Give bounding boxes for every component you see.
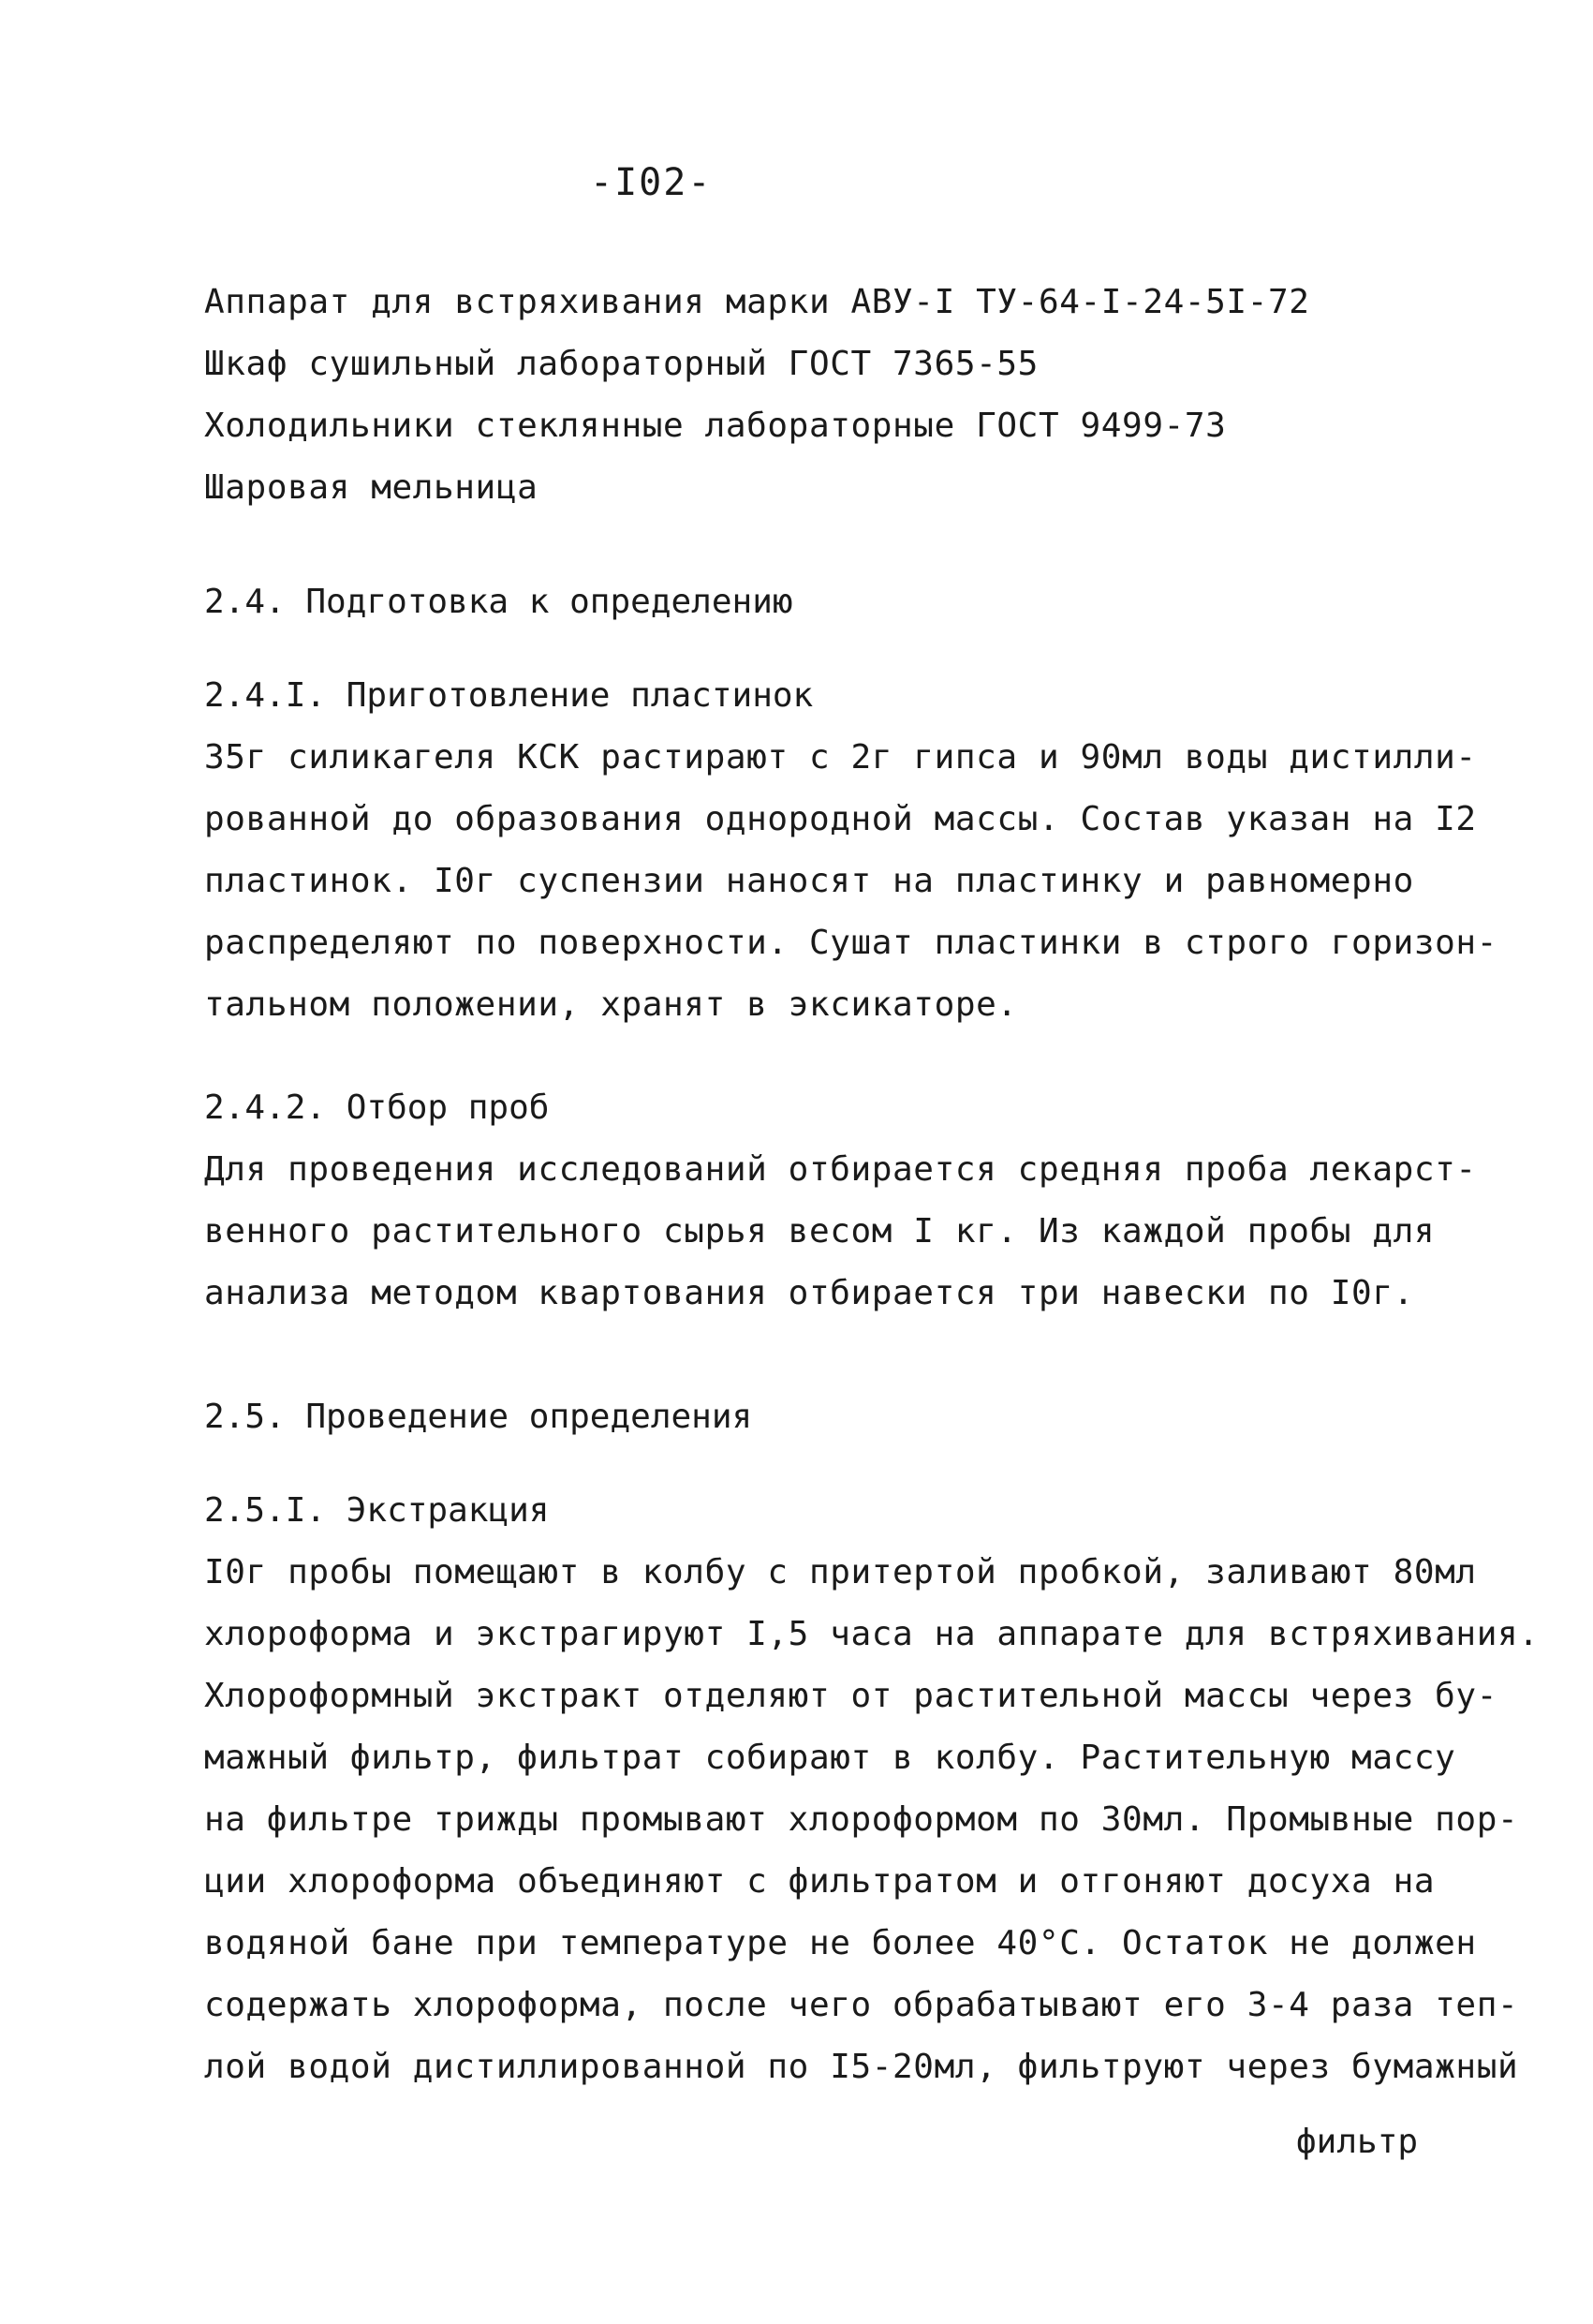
continuation-word: фильтр: [1296, 2123, 1419, 2161]
paragraph-line: рованной до образования однородной массы. Состав указан на I2: [204, 800, 1477, 838]
paragraph-line: тальном положении, хранят в эксикаторе.: [204, 985, 1018, 1024]
paragraph-line: Для проведения исследований отбирается средняя проба лекарст-: [204, 1150, 1477, 1189]
section-heading: 2.5.I. Экстракция: [204, 1491, 550, 1530]
section-heading: 2.4.I. Приготовление пластинок: [204, 676, 814, 715]
paragraph-line: анализа методом квартования отбирается три навески по I0г.: [204, 1274, 1414, 1312]
section-heading: 2.4.2. Отбор проб: [204, 1088, 550, 1127]
paragraph-line: лой водой дистиллированной по I5-20мл, фильтруют через бумажный: [204, 2048, 1519, 2086]
paragraph-line: 35г силикагеля КСК растирают с 2г гипса и 90мл воды дистилли-: [204, 738, 1477, 777]
equipment-item: Холодильники стеклянные лабораторные ГОСТ 9499-73: [204, 407, 1227, 445]
section-2-5: [204, 1386, 1459, 1448]
equipment-item: Шкаф сушильный лабораторный ГОСТ 7365-55: [204, 345, 1039, 383]
section-2-5-1: [204, 1480, 1540, 2098]
section-2-4: [204, 571, 1459, 633]
equipment-list: [204, 272, 1459, 519]
page-number: -I02-: [590, 161, 713, 204]
paragraph-line: мажный фильтр, фильтрат собирают в колбу. Растительную массу: [204, 1739, 1456, 1777]
paragraph-line: Хлороформный экстракт отделяют от растительной массы через бу-: [204, 1677, 1497, 1715]
paragraph-line: распределяют по поверхности. Сушат пластинки в строго горизон-: [204, 924, 1497, 962]
paragraph-line: на фильтре трижды промывают хлороформом по 30мл. Промывные пор-: [204, 1800, 1519, 1839]
paragraph-line: водяной бане при температуре не более 40°С. Остаток не должен: [204, 1924, 1477, 1962]
paragraph-line: пластинок. I0г суспензии наносят на пластинку и равномерно: [204, 862, 1414, 900]
section-heading: 2.4. Подготовка к определению: [204, 583, 793, 621]
paragraph-line: хлороформа и экстрагируют I,5 часа на аппарате для встряхивания.: [204, 1615, 1540, 1653]
section-2-4-1: [204, 665, 1497, 1036]
section-heading: 2.5. Проведение определения: [204, 1398, 753, 1436]
equipment-item: Шаровая мельница: [204, 468, 538, 507]
paragraph-line: содержать хлороформа, после чего обрабатывают его 3-4 раза теп-: [204, 1986, 1519, 2024]
paragraph-line: I0г пробы помещают в колбу с притертой пробкой, заливают 80мл: [204, 1553, 1477, 1591]
section-2-4-2: [204, 1077, 1477, 1325]
paragraph-line: венного растительного сырья весом I кг. Из каждой пробы для: [204, 1212, 1436, 1251]
equipment-item: Аппарат для встряхивания марки АВУ-I ТУ-64-I-24-5I-72: [204, 283, 1310, 321]
paragraph-line: ции хлороформа объединяют с фильтратом и отгоняют досуха на: [204, 1862, 1436, 1901]
